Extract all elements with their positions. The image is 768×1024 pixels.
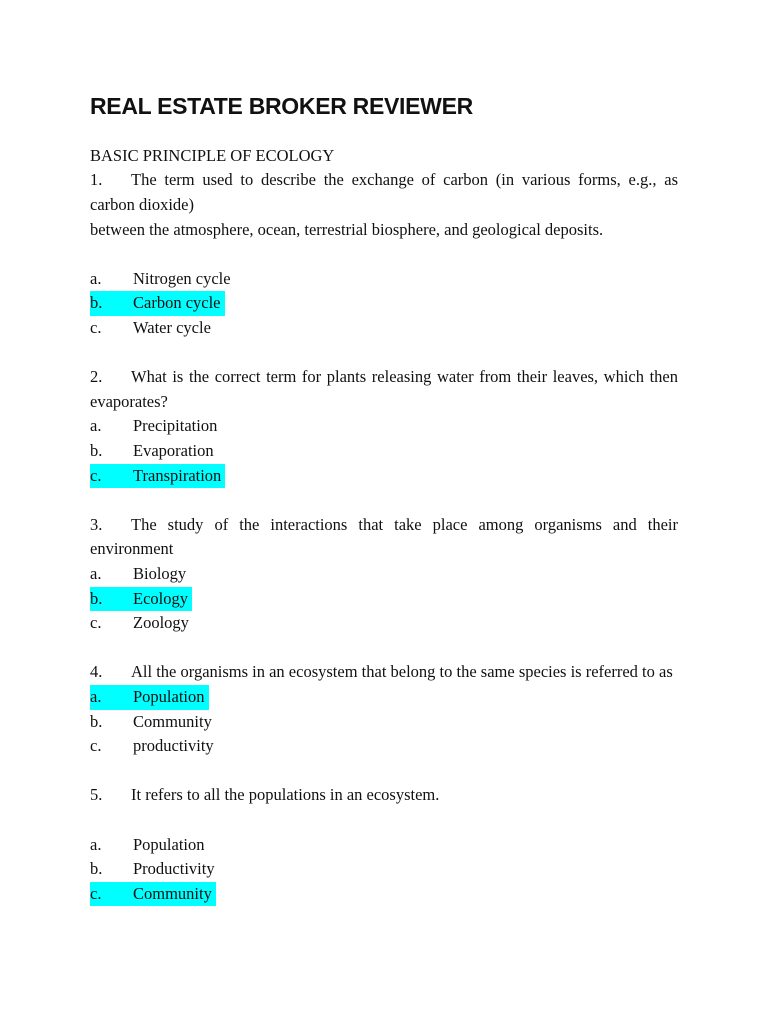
option-letter: a. bbox=[90, 563, 102, 583]
question-number: 1. bbox=[90, 170, 103, 190]
question-text-continued: between the atmosphere, ocean, terrestrial biosphere, and geological deposits. bbox=[90, 219, 604, 239]
option-text: Population bbox=[133, 686, 205, 706]
document-page bbox=[90, 92, 678, 906]
option-text: Nitrogen cycle bbox=[133, 268, 231, 288]
option-letter: a. bbox=[90, 416, 102, 436]
question-text bbox=[90, 168, 678, 217]
question-block bbox=[90, 783, 678, 906]
option-text: productivity bbox=[133, 736, 214, 756]
option-letter: c. bbox=[90, 318, 102, 338]
question-body: The study of the interactions that take place among organisms and their environment bbox=[90, 514, 678, 559]
answer-option bbox=[90, 414, 678, 439]
question-text bbox=[90, 513, 678, 562]
answer-option bbox=[90, 611, 678, 636]
answer-option bbox=[90, 833, 678, 858]
option-letter: b. bbox=[90, 588, 103, 608]
option-letter: a. bbox=[90, 834, 102, 854]
answer-option bbox=[90, 291, 678, 316]
option-letter: b. bbox=[90, 859, 103, 879]
option-text: Precipitation bbox=[133, 416, 218, 436]
option-text: Zoology bbox=[133, 613, 189, 633]
option-letter: c. bbox=[90, 613, 102, 633]
question-text bbox=[90, 660, 678, 685]
answer-option bbox=[90, 316, 678, 341]
answer-option bbox=[90, 685, 678, 710]
question-text bbox=[90, 783, 678, 808]
question-body: The term used to describe the exchange of carbon (in various forms, e.g., as carbon dioxide) bbox=[90, 170, 678, 215]
option-text: Community bbox=[133, 711, 212, 731]
option-letter: b. bbox=[90, 441, 103, 461]
answer-option bbox=[90, 710, 678, 735]
answer-option bbox=[90, 587, 678, 612]
option-text: Population bbox=[133, 834, 205, 854]
question-number: 5. bbox=[90, 785, 103, 805]
option-letter: c. bbox=[90, 736, 102, 756]
question-body: All the organisms in an ecosystem that belong to the same species is referred to as bbox=[131, 662, 673, 682]
option-letter: a. bbox=[90, 268, 102, 288]
document-title: REAL ESTATE BROKER REVIEWER bbox=[90, 93, 473, 119]
option-letter: c. bbox=[90, 883, 102, 903]
answer-option bbox=[90, 464, 678, 489]
option-text: Water cycle bbox=[133, 318, 211, 338]
option-text: Productivity bbox=[133, 859, 215, 879]
option-letter: a. bbox=[90, 686, 102, 706]
option-text: Ecology bbox=[133, 588, 188, 608]
option-text: Evaporation bbox=[133, 441, 214, 461]
answer-option bbox=[90, 439, 678, 464]
option-text: Community bbox=[133, 883, 212, 903]
option-text: Biology bbox=[133, 563, 187, 583]
answer-option bbox=[90, 857, 678, 882]
option-letter: c. bbox=[90, 465, 102, 485]
question-body: What is the correct term for plants releasing water from their leaves, which then evaporates? bbox=[90, 367, 678, 411]
question-block bbox=[90, 168, 678, 340]
option-letter: b. bbox=[90, 711, 103, 731]
question-number: 2. bbox=[90, 367, 103, 387]
question-block bbox=[90, 660, 678, 758]
option-letter: b. bbox=[90, 293, 103, 313]
question-block bbox=[90, 365, 678, 488]
question-block bbox=[90, 513, 678, 636]
question-text bbox=[90, 365, 678, 414]
answer-option bbox=[90, 734, 678, 759]
option-text: Carbon cycle bbox=[133, 293, 221, 313]
answer-option bbox=[90, 562, 678, 587]
question-number: 3. bbox=[90, 514, 103, 534]
option-text: Transpiration bbox=[133, 465, 222, 485]
answer-option bbox=[90, 267, 678, 292]
question-body: It refers to all the populations in an ecosystem. bbox=[131, 785, 440, 805]
answer-option bbox=[90, 882, 678, 907]
question-number: 4. bbox=[90, 662, 103, 682]
section-heading: BASIC PRINCIPLE OF ECOLOGY bbox=[90, 145, 335, 165]
